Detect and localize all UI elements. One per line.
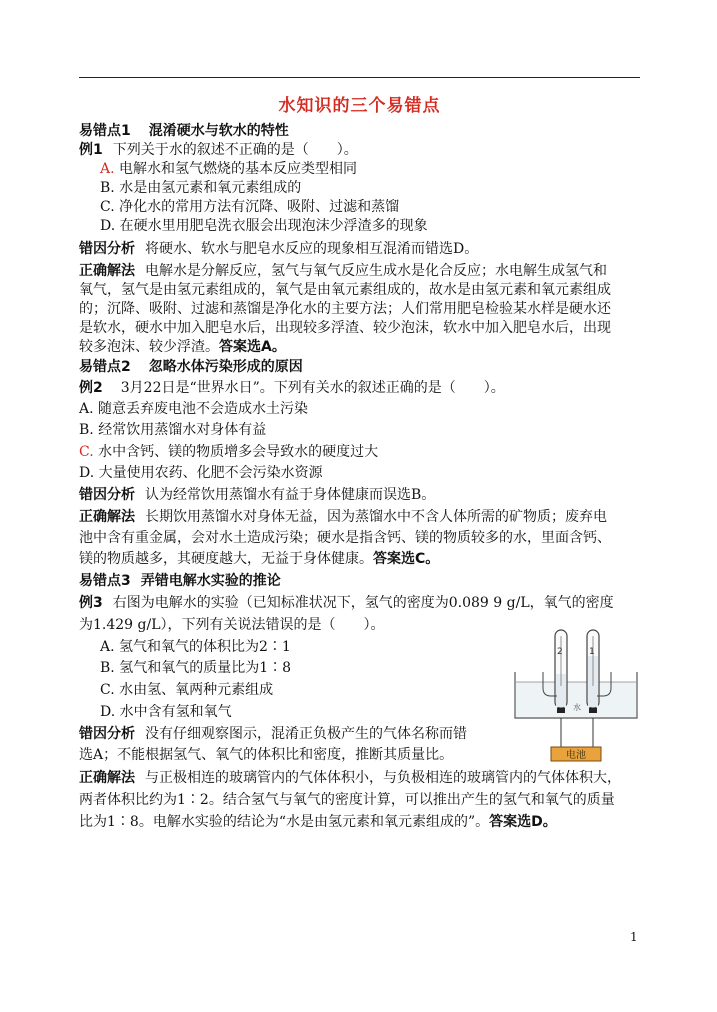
answer-text: 答案选A。: [219, 339, 286, 355]
page-number: 1: [630, 930, 638, 944]
option-letter: B.: [79, 422, 94, 438]
example1-option-d: [100, 217, 665, 236]
error-label: 错因分析: [79, 487, 135, 503]
right-electrode: [589, 708, 597, 713]
solution-text: 长期饮用蒸馏水对身体无益，因为蒸馏水中不含人体所需的矿物质；废弃电: [145, 509, 607, 525]
option-text: 净化水的常用方法有沉降、吸附、过滤和蒸馏: [119, 199, 400, 215]
option-text: 经常饮用蒸馏水对身体有益: [98, 422, 267, 438]
example1-label: 例1: [79, 142, 103, 158]
battery-label: 电池: [566, 750, 586, 761]
solution-text: 镁的物质越多，其硬度越大，无益于身体健康。: [79, 551, 373, 567]
option-text: 氢气和氧气的质量比为1∶8: [119, 660, 292, 676]
option-text: 水中含钙、镁的物质增多会导致水的硬度过大: [98, 444, 379, 460]
section1-heading-text: 混淆硬水与软水的特性: [148, 123, 289, 139]
example1-option-b: [100, 179, 665, 198]
example1-question-text: 下列关于水的叙述不正确的是（ ）。: [112, 142, 358, 158]
option-letter: A.: [79, 401, 94, 417]
example3-solution-line: [79, 813, 644, 832]
option-text: 电解水和氢气燃烧的基本反应类型相同: [119, 161, 358, 177]
answer-text: 答案选D。: [489, 814, 557, 830]
section3-heading-label: 易错点3: [79, 573, 131, 589]
option-text: 水中含有氢和氧气: [119, 704, 232, 720]
example2-option-b: [79, 421, 644, 440]
example1-error-analysis: [79, 240, 644, 259]
example2-question: [79, 379, 644, 398]
option-letter: D.: [100, 704, 116, 720]
water-label: 水: [573, 703, 581, 712]
option-letter: B.: [100, 660, 115, 676]
solution-text: 与正极相连的玻璃管内的气体体积小，与负极相连的玻璃管内的气体体积大，: [145, 770, 621, 786]
solution-text: 电解水是分解反应，氢气与氧气反应生成水是化合反应；水电解生成氢气和: [145, 263, 607, 279]
example1-option-c: [100, 198, 665, 217]
example3-question-line: 为1.429 g/L），下列有关说法错误的是（ ）。: [79, 617, 385, 633]
electrolysis-diagram: [513, 626, 639, 764]
example2-solution-line: [79, 508, 644, 527]
option-text: 水由氢、氧两种元素组成: [119, 682, 274, 698]
error-text: 认为经常饮用蒸馏水有益于身体健康而误选B。: [145, 487, 436, 503]
header-rule: [79, 77, 640, 78]
answer-text: 答案选C。: [373, 551, 440, 567]
example1-question: [79, 141, 644, 160]
solution-text: 较多泡沫、较少浮渣。: [79, 339, 219, 355]
option-letter: D.: [100, 218, 116, 234]
section3-heading-text: 弄错电解水实验的推论: [140, 573, 281, 589]
example3-error-line: 选A；不能根据氢气、氧气的体积比和密度，推断其质量比。: [79, 747, 454, 763]
section3-heading: [79, 572, 644, 591]
error-label: 错因分析: [79, 241, 135, 257]
solution-label: 正确解法: [79, 509, 135, 525]
example1-solution-line: 是软水，硬水中加入肥皂水后，出现较多浮渣、较少泡沫，软水中加入肥皂水后，出现: [79, 320, 611, 336]
option-text: 随意丢弃废电池不会造成水土污染: [98, 401, 309, 417]
example2-label: 例2: [79, 380, 103, 396]
option-text: 水是由氢元素和氧元素组成的: [119, 180, 302, 196]
right-tube-label: 1: [589, 647, 595, 657]
solution-label: 正确解法: [79, 770, 135, 786]
section1-heading: [79, 122, 644, 141]
option-text: 氢气和氧气的体积比为2∶1: [119, 639, 291, 655]
example1-solution-line: [79, 338, 644, 357]
example2-solution-line: 池中含有重金属，会对水土造成污染；硬水是指含钙、镁的物质较多的水，里面含钙、: [79, 530, 611, 546]
example1-solution-line: [79, 262, 644, 281]
solution-text: 比为1∶8。电解水实验的结论为“水是由氢元素和氧元素组成的”。: [79, 814, 490, 830]
section2-heading-label: 易错点2: [79, 359, 131, 375]
example2-error-analysis: [79, 486, 644, 505]
option-letter: D.: [79, 465, 95, 481]
example3-solution-line: 两者体积比约为1∶2。结合氢气与氧气的密度计算，可以推出产生的氢气和氧气的质量: [79, 792, 615, 808]
option-text: 大量使用农药、化肥不会污染水资源: [98, 465, 323, 481]
example1-solution-line: 的；沉降、吸附、过滤和蒸馏是净化水的主要方法；人们常用肥皂检验某水样是硬水还: [79, 301, 611, 317]
example1-option-a: [100, 160, 665, 179]
option-letter: C.: [100, 199, 115, 215]
example2-question-text: 3月22日是“世界水日”。下列有关水的叙述正确的是（ ）。: [120, 380, 505, 396]
option-letter: A.: [100, 161, 115, 177]
option-letter: C.: [100, 682, 115, 698]
section1-heading-label: 易错点1: [79, 123, 131, 139]
error-text: 没有仔细观察图示，混淆正负极产生的气体名称而错: [145, 726, 467, 742]
error-text: 将硬水、软水与肥皂水反应的现象相互混淆而错选D。: [145, 241, 479, 257]
example3-question-text: 右图为电解水的实验（已知标准状况下，氢气的密度为0.089 9 g/L，氧气的密度: [112, 595, 614, 611]
left-tube-label: 2: [557, 647, 563, 657]
example1-solution-line: 氧气，氢气是由氢元素组成的，氧气是由氧元素组成的，故水是由氢元素和氧元素组成: [79, 282, 611, 298]
section2-heading: [79, 358, 644, 377]
example3-label: 例3: [79, 595, 103, 611]
page-title: 水知识的三个易错点: [278, 96, 441, 116]
option-letter: C.: [79, 444, 94, 460]
error-label: 错因分析: [79, 726, 135, 742]
option-text: 在硬水里用肥皂洗衣服会出现泡沫少浮渣多的现象: [119, 218, 428, 234]
left-electrode: [557, 708, 565, 713]
option-letter: A.: [100, 639, 115, 655]
section2-heading-text: 忽略水体污染形成的原因: [148, 359, 303, 375]
example2-option-a: [79, 400, 644, 419]
solution-label: 正确解法: [79, 263, 135, 279]
example2-solution-line: [79, 550, 644, 569]
example2-option-c: [79, 443, 644, 462]
option-letter: B.: [100, 180, 115, 196]
example3-question: [79, 594, 644, 613]
example3-solution-line: [79, 769, 644, 788]
example2-option-d: [79, 464, 644, 483]
